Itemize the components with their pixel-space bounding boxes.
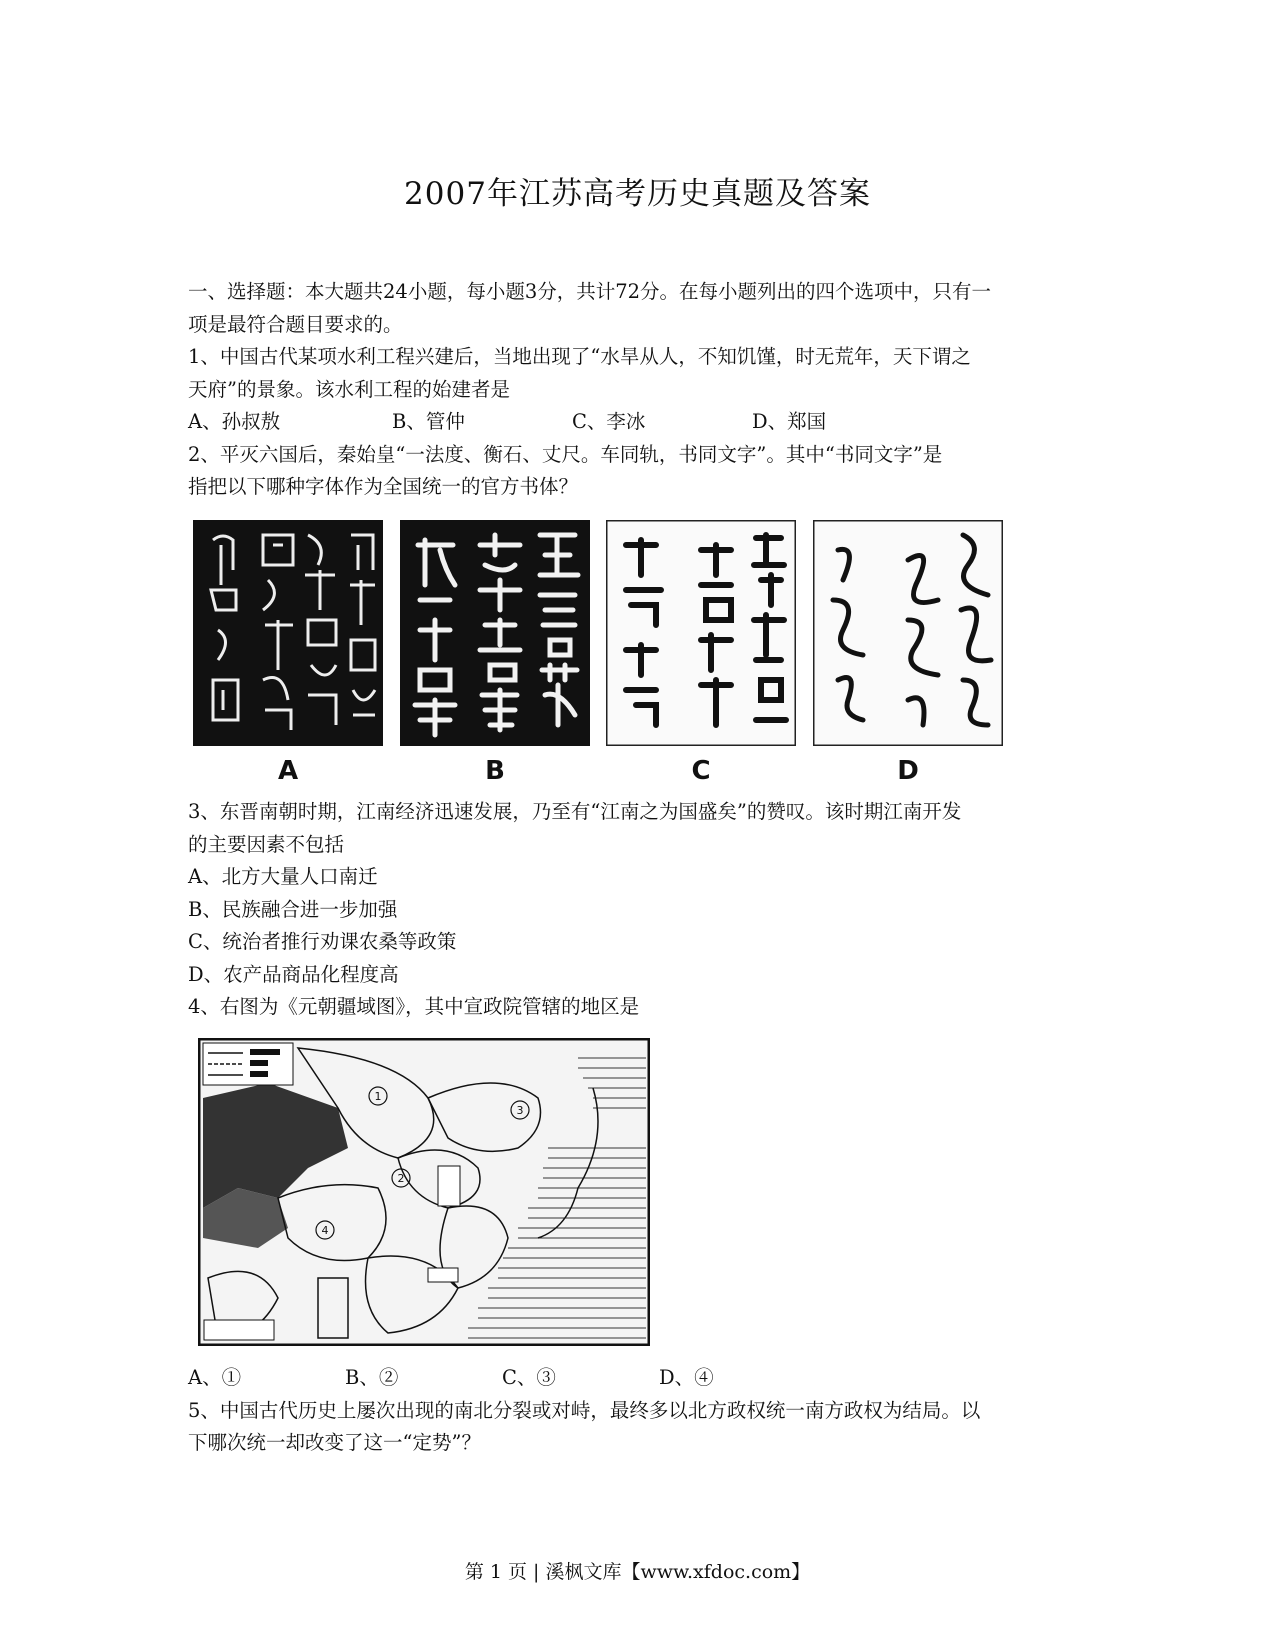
q1-options: [188, 406, 1088, 439]
q3-option-c: C、统治者推行劝课农桑等政策: [188, 930, 457, 953]
q4-stem-line-1: 4、右图为《元朝疆域图》，其中宣政院管辖的地区是: [188, 995, 640, 1018]
q2-stem-line-1: 2、平灭六国后，秦始皇“一法度、衡石、丈尺。车同轨，书同文字”。其中“书同文字”是: [188, 442, 943, 466]
q1-option-c: C、李冰: [572, 410, 646, 433]
q4-option-b: B、②: [345, 1366, 399, 1389]
q4-q5-block: [188, 1362, 1088, 1460]
q1-option-a: A、孙叔敖: [188, 410, 281, 433]
q2-stem-line-2: 指把以下哪种字体作为全国统一的官方书体？: [188, 475, 579, 498]
seal-script-image: [193, 520, 383, 746]
q3-option-a: A、北方大量人口南迁: [188, 865, 378, 888]
q4-option-d: D、④: [659, 1366, 714, 1389]
section-header-line-1: 一、选择题：本大题共24小题，每小题3分，共计72分。在每小题列出的四个选项中，只有一: [188, 280, 992, 303]
q1-option-b: B、管仲: [392, 410, 465, 433]
q4-options: [188, 1362, 1088, 1395]
q2-label-d: D: [897, 756, 919, 786]
section-header-line-2: 项是最符合题目要求的。: [188, 312, 403, 336]
q3-option-d: D、农产品商品化程度高: [188, 962, 399, 986]
q4-option-c: C、③: [502, 1366, 556, 1389]
q2-label-c: C: [691, 756, 711, 786]
q2-label-b: B: [485, 756, 505, 786]
q1-stem-line-1: 1、中国古代某项水利工程兴建后，当地出现了“水旱从人，不知饥馑，时无荒年，天下谓之: [188, 345, 971, 368]
svg-text:4: 4: [321, 1224, 329, 1237]
q3-q4-block: [188, 796, 1088, 1024]
document-title: 2007年江苏高考历史真题及答案: [404, 176, 871, 212]
q1-stem-line-2: 天府”的景象。该水利工程的始建者是: [188, 377, 510, 401]
yuan-dynasty-map: [198, 1038, 650, 1346]
regular-script-image: [606, 520, 796, 746]
svg-text:2: 2: [397, 1172, 405, 1185]
q2-label-a: A: [277, 756, 299, 786]
q4-option-a: A、①: [188, 1366, 242, 1389]
section-header: [188, 276, 1088, 504]
q3-stem-line-1: 3、东晋南朝时期，江南经济迅速发展，乃至有“江南之为国盛矣”的赞叹。该时期江南开发: [188, 800, 962, 823]
q1-option-d: D、郑国: [752, 410, 827, 433]
q2-script-images: [193, 520, 1053, 790]
q5-stem-line-1: 5、中国古代历史上屡次出现的南北分裂或对峙，最终多以北方政权统一南方政权为结局。以: [188, 1398, 981, 1422]
clerical-script-image: [400, 520, 590, 746]
q5-stem-line-2: 下哪次统一却改变了这一“定势”？: [188, 1431, 481, 1454]
q3-option-b: B、民族融合进一步加强: [188, 897, 398, 921]
q3-stem-line-2: 的主要因素不包括: [188, 832, 345, 856]
page-footer: 第 1 页 | 溪枫文库【www.xfdoc.com】: [464, 1561, 811, 1583]
svg-text:1: 1: [374, 1090, 382, 1103]
cursive-script-image: [813, 520, 1003, 746]
svg-text:3: 3: [516, 1104, 524, 1117]
